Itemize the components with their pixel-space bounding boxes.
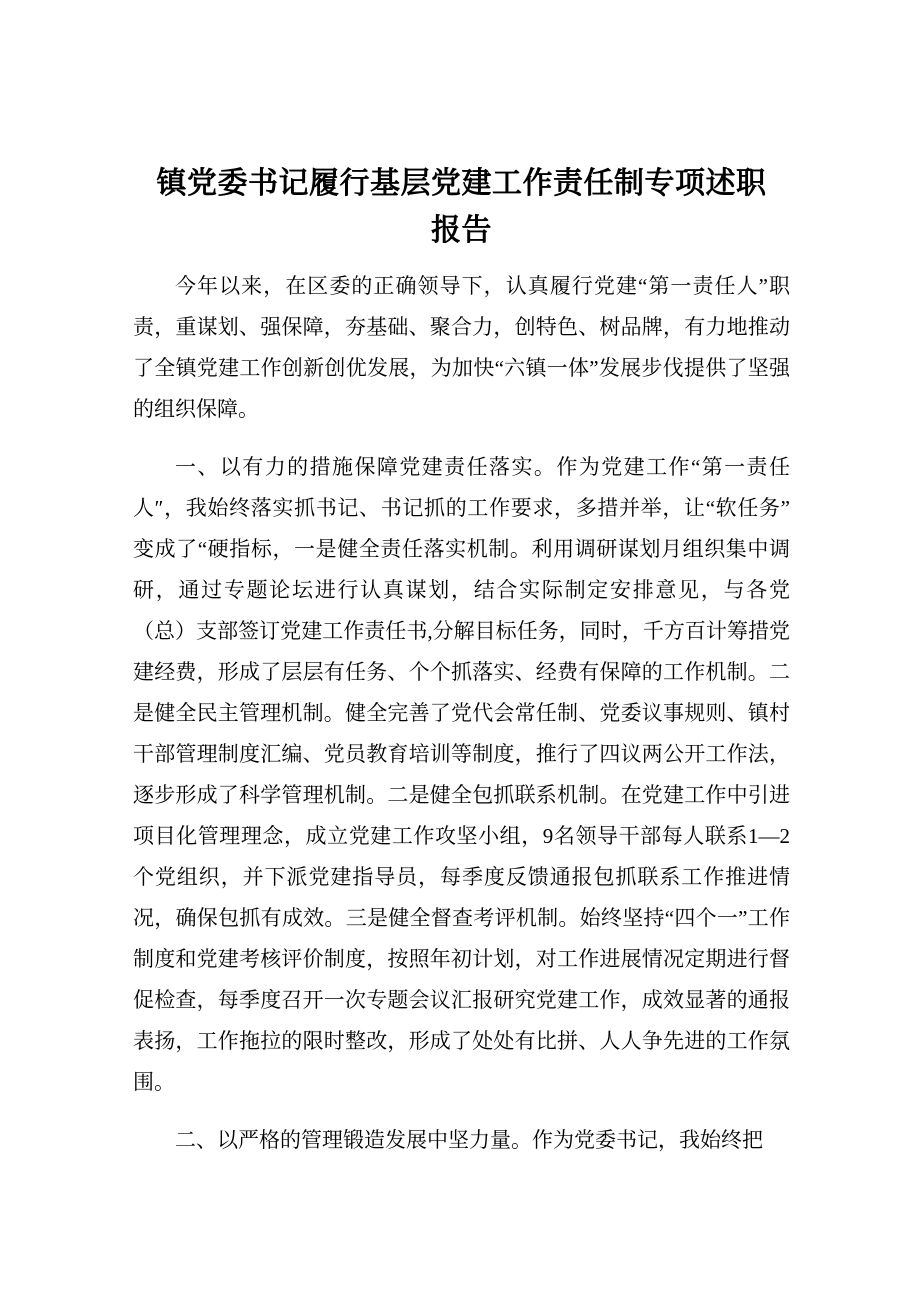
document-title-line-2: 报告 <box>431 214 492 247</box>
document-title-line-1: 镇党委书记履行基层党建工作责任制专项述职 <box>156 167 767 200</box>
document-title <box>133 160 790 254</box>
paragraph-section-one: 一、以有力的措施保障党建责任落实。作为党建工作“第一责任人″，我始终落实抓书记、书记抓的工作要求，多措并举，让“软任务”变成了“硬指标，一是健全责任落实机制。利用调研谋划月组织集中调研，通过专题论坛进行认真谋划，结合实际制定安排意见，与各党（总）支部签订党建工作责任书,分解目标任务，同时，千方百计筹措党建经费，形成了层层有任务、个个抓落实、经费有保障的工作机制。二是健全民主管理机制。健全完善了党代会常任制、党委议事规则、镇村干部管理制度汇编、党员教育培训等制度，推行了四议两公开工作法，逐步形成了科学管理机制。二是健全包抓联系机制。在党建工作中引进项目化管理理念，成立党建工作攻坚小组，9名领导干部每人联系1—2个党组织，并下派党建指导员，每季度反馈通报包抓联系工作推进情况，确保包抓有成效。三是健全督查考评机制。始终坚持“四个一”工作制度和党建考核评价制度，按照年初计划，对工作进展情况定期进行督促检查，每季度召开一次专题会议汇报研究党建工作，成效显著的通报表扬，工作拖拉的限时整改，形成了处处有比拼、人人争先进的工作氛围。 <box>133 455 790 1094</box>
paragraph-section-two: 二、以严格的管理锻造发展中坚力量。作为党委书记，我始终把 <box>175 1128 763 1152</box>
paragraph-intro: 今年以来，在区委的正确领导下，认真履行党建“第一责任人”职责，重谋划、强保障，夯基础、聚合力，创特色、树品牌，有力地推动了全镇党建工作创新创优发展，为加快“六镇一体”发展步伐提供了坚强的组织保障。 <box>133 274 790 421</box>
